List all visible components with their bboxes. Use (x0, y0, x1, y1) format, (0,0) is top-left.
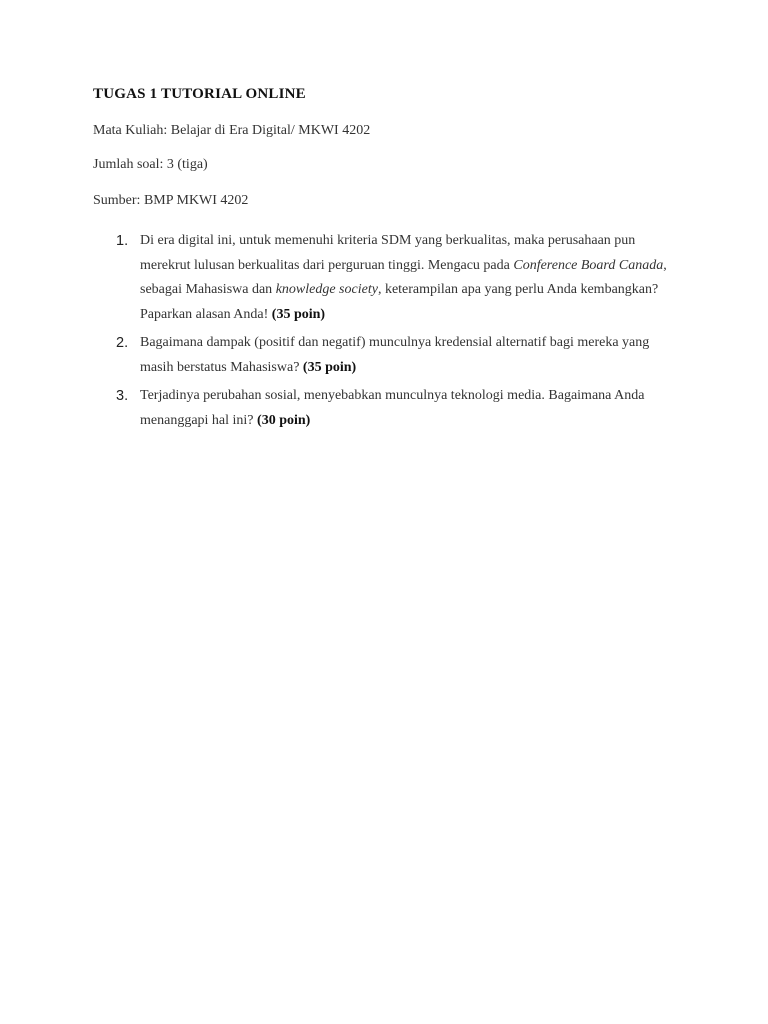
question-points: (35 poin) (302, 359, 357, 375)
question-text-part: Terjadinya perubahan sosial, menyebabkan munculnya teknologi media. Bagaimana Anda menanggapi hal ini? (140, 388, 645, 428)
question-italic-term: knowledge society (275, 282, 378, 297)
question-text-part: , keterampilan apa yang perlu Anda kembangkan? Paparkan alasan Anda! (140, 282, 659, 322)
document-title: TUGAS 1 TUTORIAL ONLINE (93, 86, 306, 102)
question-number: 3. (116, 388, 129, 404)
question-count-line: Jumlah soal: 3 (tiga) (93, 157, 208, 172)
question-number: 2. (116, 335, 129, 351)
question-list (93, 229, 683, 437)
question-item-1 (93, 229, 683, 327)
question-points: (30 poin) (257, 412, 311, 428)
question-text-part: Bagaimana dampak (positif dan negatif) munculnya kredensial alternatif bagi mereka yang masih berstatus Mahasiswa? (140, 335, 650, 375)
question-number: 1. (116, 233, 129, 249)
question-italic-term: Conference Board Canada (513, 257, 664, 273)
question-text-part: , sebagai Mahasiswa dan (140, 257, 667, 297)
question-text (140, 388, 644, 428)
question-item-2 (93, 331, 683, 380)
question-points: (35 poin) (271, 306, 326, 322)
source-line: Sumber: BMP MKWI 4202 (93, 193, 249, 208)
course-line: Mata Kuliah: Belajar di Era Digital/ MKWI 4202 (93, 123, 371, 138)
question-text (140, 335, 649, 375)
question-item-3 (93, 384, 683, 433)
question-text (140, 233, 667, 322)
question-text-part: Di era digital ini, untuk memenuhi kriteria SDM yang berkualitas, maka perusahaan pun merekrut lulusan berkualitas dari perguruan tinggi. Mengacu pada (140, 233, 636, 273)
